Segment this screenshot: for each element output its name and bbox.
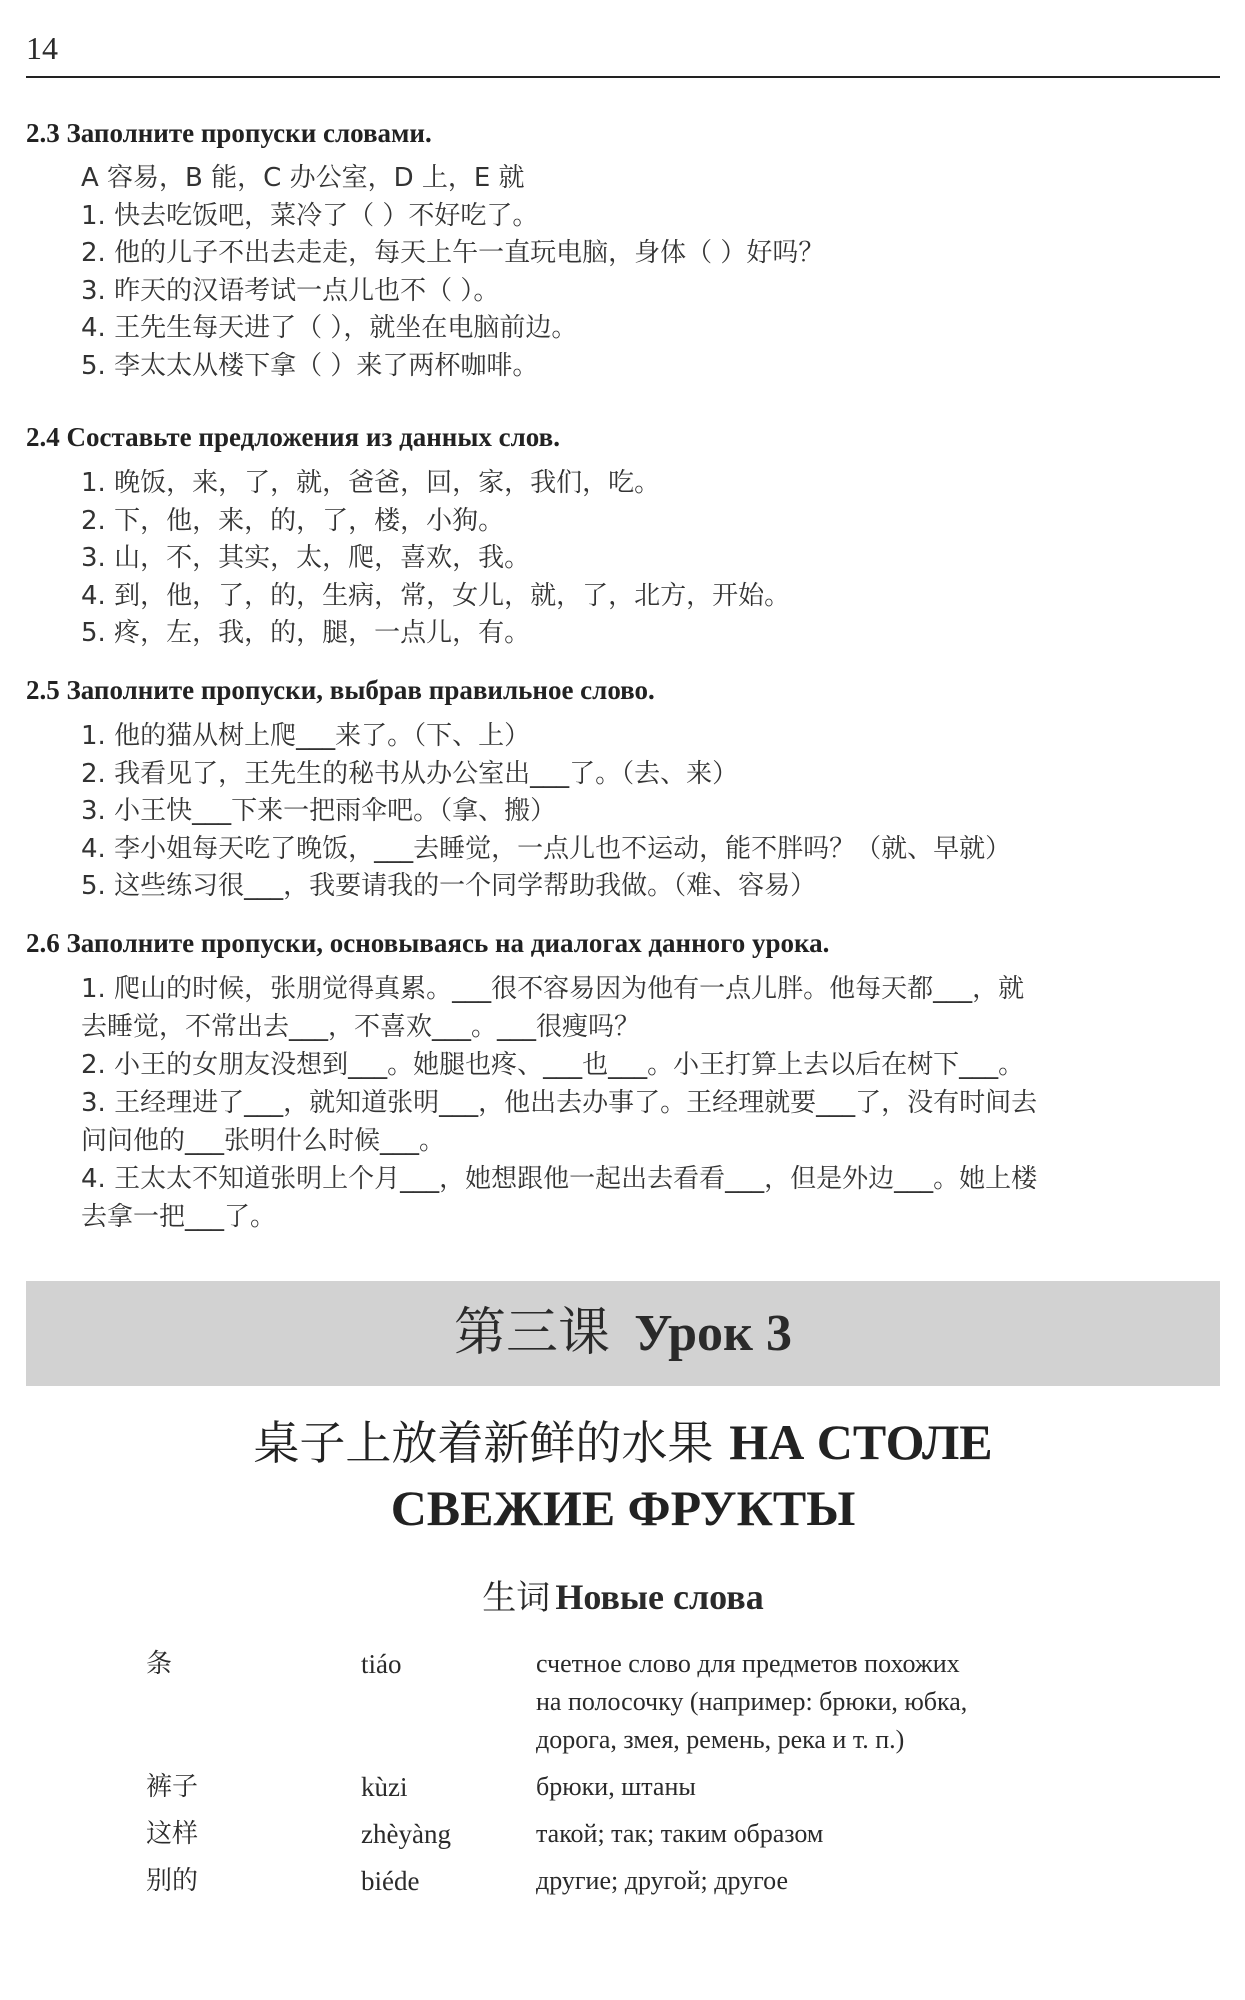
book-page bbox=[26, 0, 1220, 2000]
vocab-heading bbox=[26, 1570, 1220, 1619]
exercise-line: 4. 到，他，了，的，生病，常，女儿，就，了，北方，开始。 bbox=[81, 580, 791, 611]
vocab-row bbox=[146, 1815, 1146, 1862]
exercise-title-2-5: 2.5 Заполните пропуски, выбрав правильное слово. bbox=[26, 675, 655, 705]
vocab-hanzi: 这样 bbox=[146, 1819, 199, 1849]
exercise-title-2-3: 2.3 Заполните пропуски словами. bbox=[26, 118, 432, 148]
header-rule bbox=[26, 76, 1220, 78]
exercise-line: 去拿一把___了。 bbox=[81, 1202, 277, 1232]
lesson-banner bbox=[26, 1281, 1220, 1386]
exercise-title-2-6: 2.6 Заполните пропуски, основываясь на диалогах данного урока. bbox=[26, 928, 830, 958]
vocab-definition bbox=[536, 1862, 1056, 1900]
exercise-line: 2. 小王的女朋友没想到___。她腿也疼、___也___。小王打算上去以后在树下___。 bbox=[81, 1050, 1025, 1080]
exercise-line: 1. 爬山的时候，张朋觉得真累。___很不容易因为他有一点儿胖。他每天都___，就 bbox=[81, 974, 1025, 1004]
vocab-definition-line: такой; так; таким образом bbox=[536, 1819, 824, 1848]
lesson-title-line-1 bbox=[26, 1410, 1220, 1475]
exercise-line: 1. 快去吃饭吧，菜冷了（ ）不好吃了。 bbox=[81, 200, 539, 231]
vocab-definition-line: дорога, змея, ремень, река и т. п.) bbox=[536, 1725, 905, 1754]
vocab-heading-ru: Новые слова bbox=[555, 1577, 764, 1617]
vocab-definition-line: счетное слово для предметов похожих bbox=[536, 1649, 960, 1678]
exercise-line: 5. 疼，左，我，的，腿，一点儿，有。 bbox=[81, 618, 531, 648]
exercise-line: 2. 他的儿子不出去走走，每天上午一直玩电脑，身体（ ）好吗？ bbox=[81, 238, 825, 268]
vocab-row bbox=[146, 1645, 1146, 1768]
exercise-line: 4. 王太太不知道张明上个月___，她想跟他一起出去看看___，但是外边___。她上楼 bbox=[81, 1164, 1038, 1194]
lesson-title-ru-1: НА СТОЛЕ bbox=[729, 1414, 993, 1470]
exercise-2-4-lines bbox=[81, 465, 1220, 653]
lesson-title-line-2 bbox=[26, 1476, 1220, 1540]
vocab-hanzi: 条 bbox=[146, 1649, 173, 1679]
vocab-heading-cn: 生词 bbox=[482, 1578, 551, 1618]
exercise-line: 5. 李太太从楼下拿（ ）来了两杯咖啡。 bbox=[81, 350, 539, 381]
vocab-definition bbox=[536, 1815, 1056, 1853]
lesson-title-ru-2: СВЕЖИЕ ФРУКТЫ bbox=[390, 1480, 856, 1536]
vocab-definition bbox=[536, 1645, 1056, 1759]
vocab-hanzi: 别的 bbox=[146, 1866, 199, 1896]
exercise-line: 问问他的___张明什么时候___。 bbox=[81, 1126, 446, 1156]
exercise-line: 5. 这些练习很___，我要请我的一个同学帮助我做。（难、容易） bbox=[81, 871, 817, 901]
exercise-line: 3. 小王快___下来一把雨伞吧。（拿、搬） bbox=[81, 796, 557, 826]
exercise-line: 1. 他的猫从树上爬___来了。（下、上） bbox=[81, 721, 531, 751]
vocab-definition-line: на полосочку (например: брюки, юбка, bbox=[536, 1687, 968, 1716]
exercise-line: 1. 晚饭，来，了，就，爸爸，回，家，我们，吃。 bbox=[81, 468, 661, 498]
vocab-list bbox=[146, 1645, 1146, 1909]
vocab-pinyin: kùzi bbox=[361, 1772, 408, 1802]
exercise-2-6-lines bbox=[81, 970, 1217, 1236]
vocab-definition bbox=[536, 1768, 1056, 1806]
word-options: A 容易，B 能，C 办公室，D 上，E 就 bbox=[81, 163, 525, 193]
lesson-number-cn: 第三课 bbox=[454, 1303, 611, 1363]
vocab-definition-line: брюки, штаны bbox=[536, 1772, 696, 1801]
vocab-pinyin: zhèyàng bbox=[361, 1819, 451, 1849]
vocab-hanzi: 裤子 bbox=[146, 1772, 199, 1802]
exercise-title-2-4: 2.4 Составьте предложения из данных слов. bbox=[26, 422, 560, 452]
lesson-title-cn: 桌子上放着新鲜的水果 bbox=[253, 1416, 714, 1470]
exercise-line: 4. 王先生每天进了（ ），就坐在电脑前边。 bbox=[81, 313, 578, 343]
exercise-2-5-lines bbox=[81, 718, 1220, 906]
exercise-line: 4. 李小姐每天吃了晚饭，___去睡觉，一点儿也不运动，能不胖吗？（就、早就） bbox=[81, 833, 1012, 864]
vocab-pinyin: biéde bbox=[361, 1866, 420, 1896]
exercise-line: 3. 山，不，其实，太，爬，喜欢，我。 bbox=[81, 543, 531, 573]
vocab-row bbox=[146, 1768, 1146, 1815]
exercise-line: 2. 我看见了，王先生的秘书从办公室出___了。（去、来） bbox=[81, 758, 739, 789]
exercise-line: 3. 昨天的汉语考试一点儿也不（ ）。 bbox=[81, 275, 500, 306]
lesson-number-ru: Урок 3 bbox=[634, 1305, 792, 1362]
vocab-definition-line: другие; другой; другое bbox=[536, 1866, 789, 1895]
vocab-pinyin: tiáo bbox=[361, 1649, 402, 1679]
page-number: 14 bbox=[26, 30, 58, 66]
exercise-line: 2. 下，他，来，的，了，楼，小狗。 bbox=[81, 505, 505, 536]
vocab-row bbox=[146, 1862, 1146, 1909]
exercise-line: 去睡觉，不常出去___，不喜欢___。___很瘦吗？ bbox=[81, 1012, 641, 1042]
exercise-2-3-lines bbox=[81, 160, 1220, 385]
exercise-line: 3. 王经理进了___，就知道张明___，他出去办事了。王经理就要___了，没有时间去 bbox=[81, 1088, 1038, 1118]
